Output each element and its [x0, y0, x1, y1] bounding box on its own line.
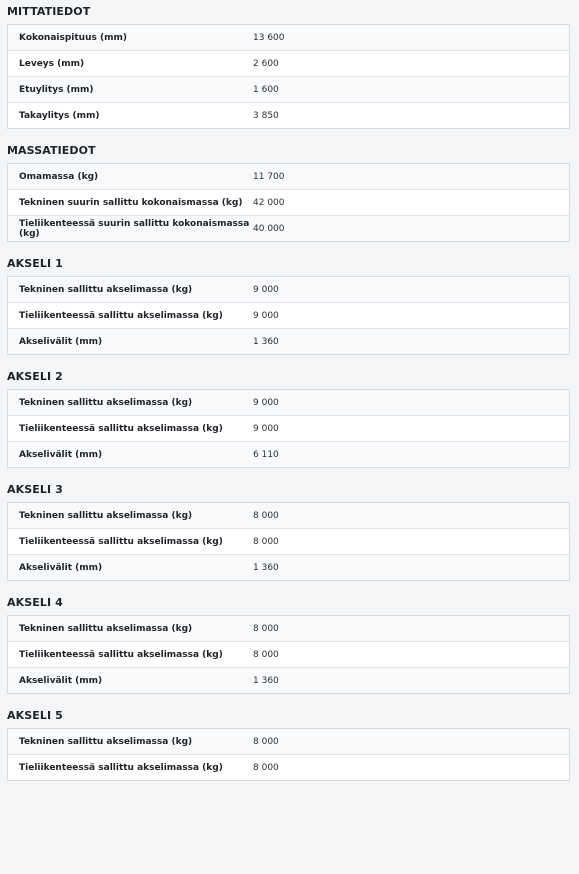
- spec-table: [7, 728, 570, 781]
- table-row: [8, 554, 569, 580]
- table-row: [8, 754, 569, 780]
- row-value: 40 000: [253, 223, 285, 234]
- section-title: AKSELI 1: [7, 257, 63, 270]
- row-label: Tekninen sallittu akselimassa (kg): [19, 397, 193, 408]
- table-row: [8, 76, 569, 102]
- section-title: AKSELI 2: [7, 370, 63, 383]
- spec-table: [7, 615, 570, 694]
- row-value: 9 000: [253, 397, 279, 408]
- table-row: [8, 164, 569, 189]
- spec-section: [7, 252, 570, 355]
- table-row: [8, 415, 569, 441]
- table-row: [8, 390, 569, 415]
- table-row: [8, 328, 569, 354]
- table-row: [8, 729, 569, 754]
- section-title: MASSATIEDOT: [7, 144, 96, 157]
- spec-table: [7, 24, 570, 129]
- row-value: 9 000: [253, 284, 279, 295]
- section-title: AKSELI 4: [7, 596, 63, 609]
- spec-section: [7, 478, 570, 581]
- row-label: Akselivälit (mm): [19, 449, 103, 460]
- spec-table: [7, 163, 570, 242]
- row-label: Etuylitys (mm): [19, 84, 94, 95]
- row-value: 8 000: [253, 762, 279, 773]
- table-row: [8, 189, 569, 215]
- spec-section: [7, 704, 570, 781]
- table-row: [8, 441, 569, 467]
- spec-section: [7, 365, 570, 468]
- row-label: Tekninen suurin sallittu kokonaismassa (kg): [19, 197, 243, 208]
- row-value: 8 000: [253, 623, 279, 634]
- row-value: 3 850: [253, 110, 279, 121]
- section-title: AKSELI 5: [7, 709, 63, 722]
- table-row: [8, 102, 569, 128]
- row-value: 1 360: [253, 336, 279, 347]
- row-label: Tieliikenteessä sallittu akselimassa (kg): [19, 536, 223, 547]
- row-value: 13 600: [253, 32, 285, 43]
- row-value: 2 600: [253, 58, 279, 69]
- row-label: Tieliikenteessä sallittu akselimassa (kg): [19, 649, 223, 660]
- row-label: Akselivälit (mm): [19, 562, 103, 573]
- table-row: [8, 215, 569, 241]
- row-label: Tieliikenteessä sallittu akselimassa (kg): [19, 423, 223, 434]
- table-row: [8, 616, 569, 641]
- row-label: Tekninen sallittu akselimassa (kg): [19, 510, 193, 521]
- row-value: 1 600: [253, 84, 279, 95]
- table-row: [8, 528, 569, 554]
- row-value: 42 000: [253, 197, 285, 208]
- section-title: MITTATIEDOT: [7, 5, 91, 18]
- row-value: 1 360: [253, 675, 279, 686]
- row-value: 8 000: [253, 736, 279, 747]
- row-value: 9 000: [253, 423, 279, 434]
- row-label: Omamassa (kg): [19, 171, 99, 182]
- spec-table: [7, 276, 570, 355]
- spec-table: [7, 389, 570, 468]
- row-label: Leveys (mm): [19, 58, 85, 69]
- row-value: 8 000: [253, 536, 279, 547]
- row-label: Tieliikenteessä suurin sallittu kokonaismassa (kg): [19, 218, 250, 239]
- table-row: [8, 641, 569, 667]
- spec-section: [7, 591, 570, 694]
- row-label: Tieliikenteessä sallittu akselimassa (kg): [19, 310, 223, 321]
- table-row: [8, 503, 569, 528]
- table-row: [8, 667, 569, 693]
- row-label: Tekninen sallittu akselimassa (kg): [19, 736, 193, 747]
- row-label: Takaylitys (mm): [19, 110, 100, 121]
- table-row: [8, 25, 569, 50]
- row-label: Tekninen sallittu akselimassa (kg): [19, 284, 193, 295]
- spec-section: [7, 139, 570, 242]
- section-title: AKSELI 3: [7, 483, 63, 496]
- row-value: 6 110: [253, 449, 279, 460]
- row-value: 9 000: [253, 310, 279, 321]
- row-label: Kokonaispituus (mm): [19, 32, 127, 43]
- row-value: 11 700: [253, 171, 285, 182]
- spec-table: [7, 502, 570, 581]
- table-row: [8, 302, 569, 328]
- row-value: 8 000: [253, 649, 279, 660]
- row-label: Tieliikenteessä sallittu akselimassa (kg): [19, 762, 223, 773]
- row-label: Akselivälit (mm): [19, 675, 103, 686]
- table-row: [8, 277, 569, 302]
- table-row: [8, 50, 569, 76]
- row-value: 1 360: [253, 562, 279, 573]
- spec-section: [7, 0, 570, 129]
- row-label: Akselivälit (mm): [19, 336, 103, 347]
- row-value: 8 000: [253, 510, 279, 521]
- row-label: Tekninen sallittu akselimassa (kg): [19, 623, 193, 634]
